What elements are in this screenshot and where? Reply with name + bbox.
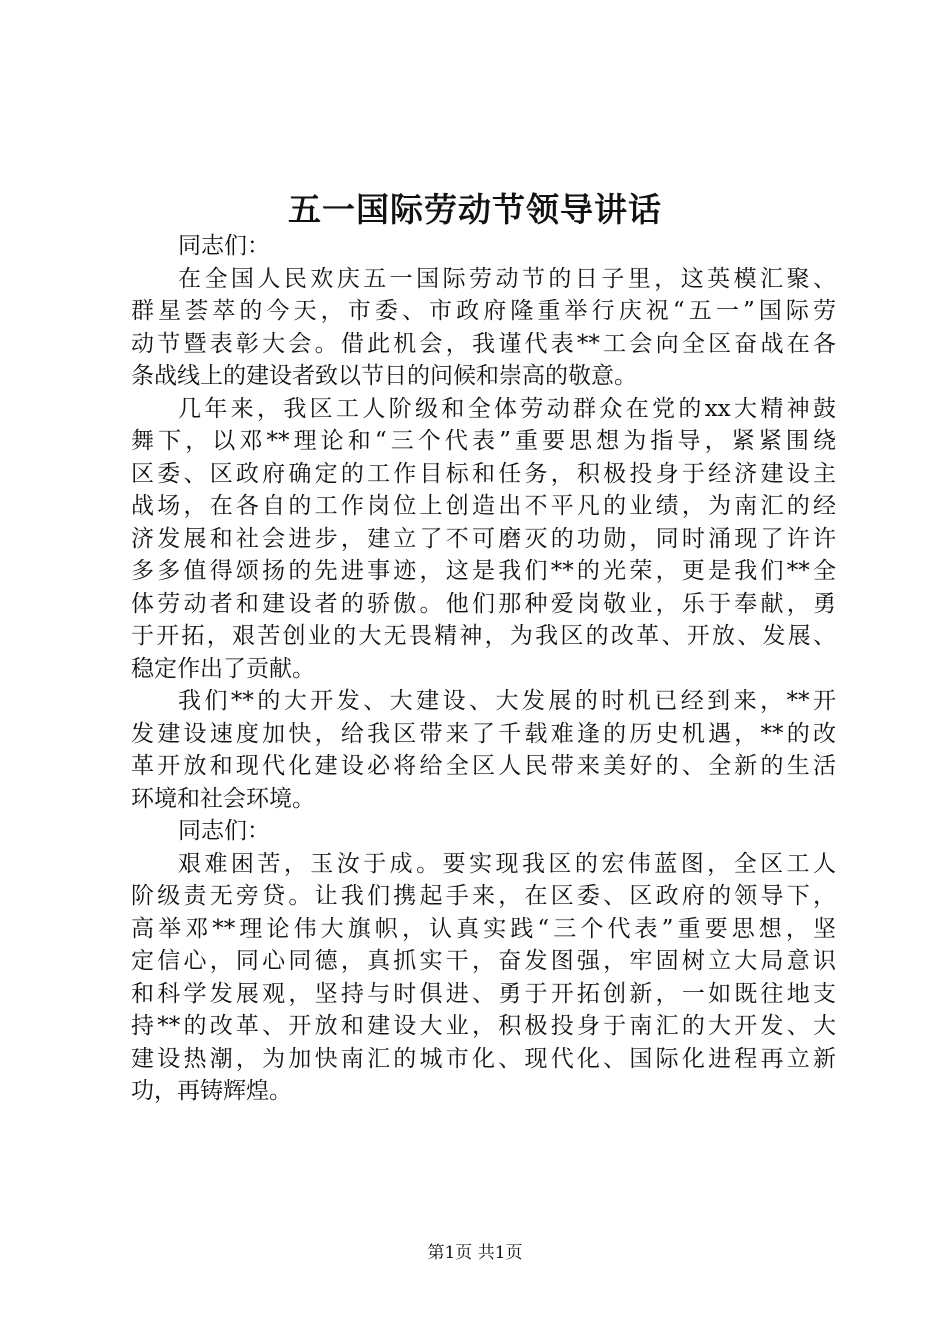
text-line: 艰难困苦，玉汝于成。要实现我区的宏伟蓝图，全区工人 — [178, 850, 836, 877]
text-line: 功，再铸辉煌。 — [131, 1078, 292, 1104]
text-line: 战场，在各自的工作岗位上创造出不平凡的业绩，为南汇的经 — [131, 493, 836, 519]
text-line: 同志们： — [178, 818, 270, 844]
text-line: 高举邓**理论伟大旗帜，认真实践“三个代表”重要思想，坚 — [131, 915, 836, 942]
text-line: 于开拓，艰苦创业的大无畏精神，为我区的改革、开放、发展、 — [131, 623, 836, 649]
text-line: 区委、区政府确定的工作目标和任务，积极投身于经济建设主 — [131, 460, 836, 487]
text-line: 环境和社会环境。 — [131, 785, 315, 812]
text-line: 动节暨表彰大会。借此机会，我谨代表**工会向全区奋战在各 — [131, 330, 836, 357]
document-title: 五一国际劳动节领导讲话 — [288, 190, 662, 229]
text-line: 革开放和现代化建设必将给全区人民带来美好的、全新的生活 — [131, 753, 836, 779]
document-body — [131, 230, 836, 1108]
text-line: 条战线上的建设者致以节日的问候和崇高的敬意。 — [131, 363, 637, 389]
text-line: 我们**的大开发、大建设、大发展的时机已经到来，**开 — [178, 688, 836, 714]
text-line: 济发展和社会进步，建立了不可磨灭的功勋，同时涌现了许许 — [131, 525, 836, 552]
text-line: 定信心，同心同德，真抓实干，奋发图强，牢固树立大局意识 — [131, 948, 836, 974]
text-line: 发建设速度加快，给我区带来了千载难逢的历史机遇，**的改 — [131, 720, 836, 747]
text-line: 持**的改革、开放和建设大业，积极投身于南汇的大开发、大 — [131, 1013, 836, 1039]
text-line: 群星荟萃的今天，市委、市政府隆重举行庆祝“五一”国际劳 — [131, 298, 836, 324]
text-line: 和科学发展观，坚持与时俱进、勇于开拓创新，一如既往地支 — [131, 980, 836, 1007]
text-line: 在全国人民欢庆五一国际劳动节的日子里，这英模汇聚、 — [178, 265, 836, 292]
text-line: 舞下，以邓**理论和“三个代表”重要思想为指导，紧紧围绕 — [131, 428, 836, 454]
text-line: 同志们： — [178, 233, 270, 259]
text-line: 建设热潮，为加快南汇的城市化、现代化、国际化进程再立新 — [131, 1045, 836, 1072]
text-line: 几年来，我区工人阶级和全体劳动群众在党的xx大精神鼓 — [178, 395, 836, 422]
page-footer: 第1页 共1页 — [427, 1243, 523, 1263]
text-line: 体劳动者和建设者的骄傲。他们那种爱岗敬业，乐于奉献，勇 — [131, 590, 836, 617]
text-line: 多多值得颂扬的先进事迹，这是我们**的光荣，更是我们**全 — [131, 558, 836, 584]
text-line: 阶级责无旁贷。让我们携起手来，在区委、区政府的领导下， — [131, 883, 836, 909]
text-line: 稳定作出了贡献。 — [131, 655, 315, 682]
